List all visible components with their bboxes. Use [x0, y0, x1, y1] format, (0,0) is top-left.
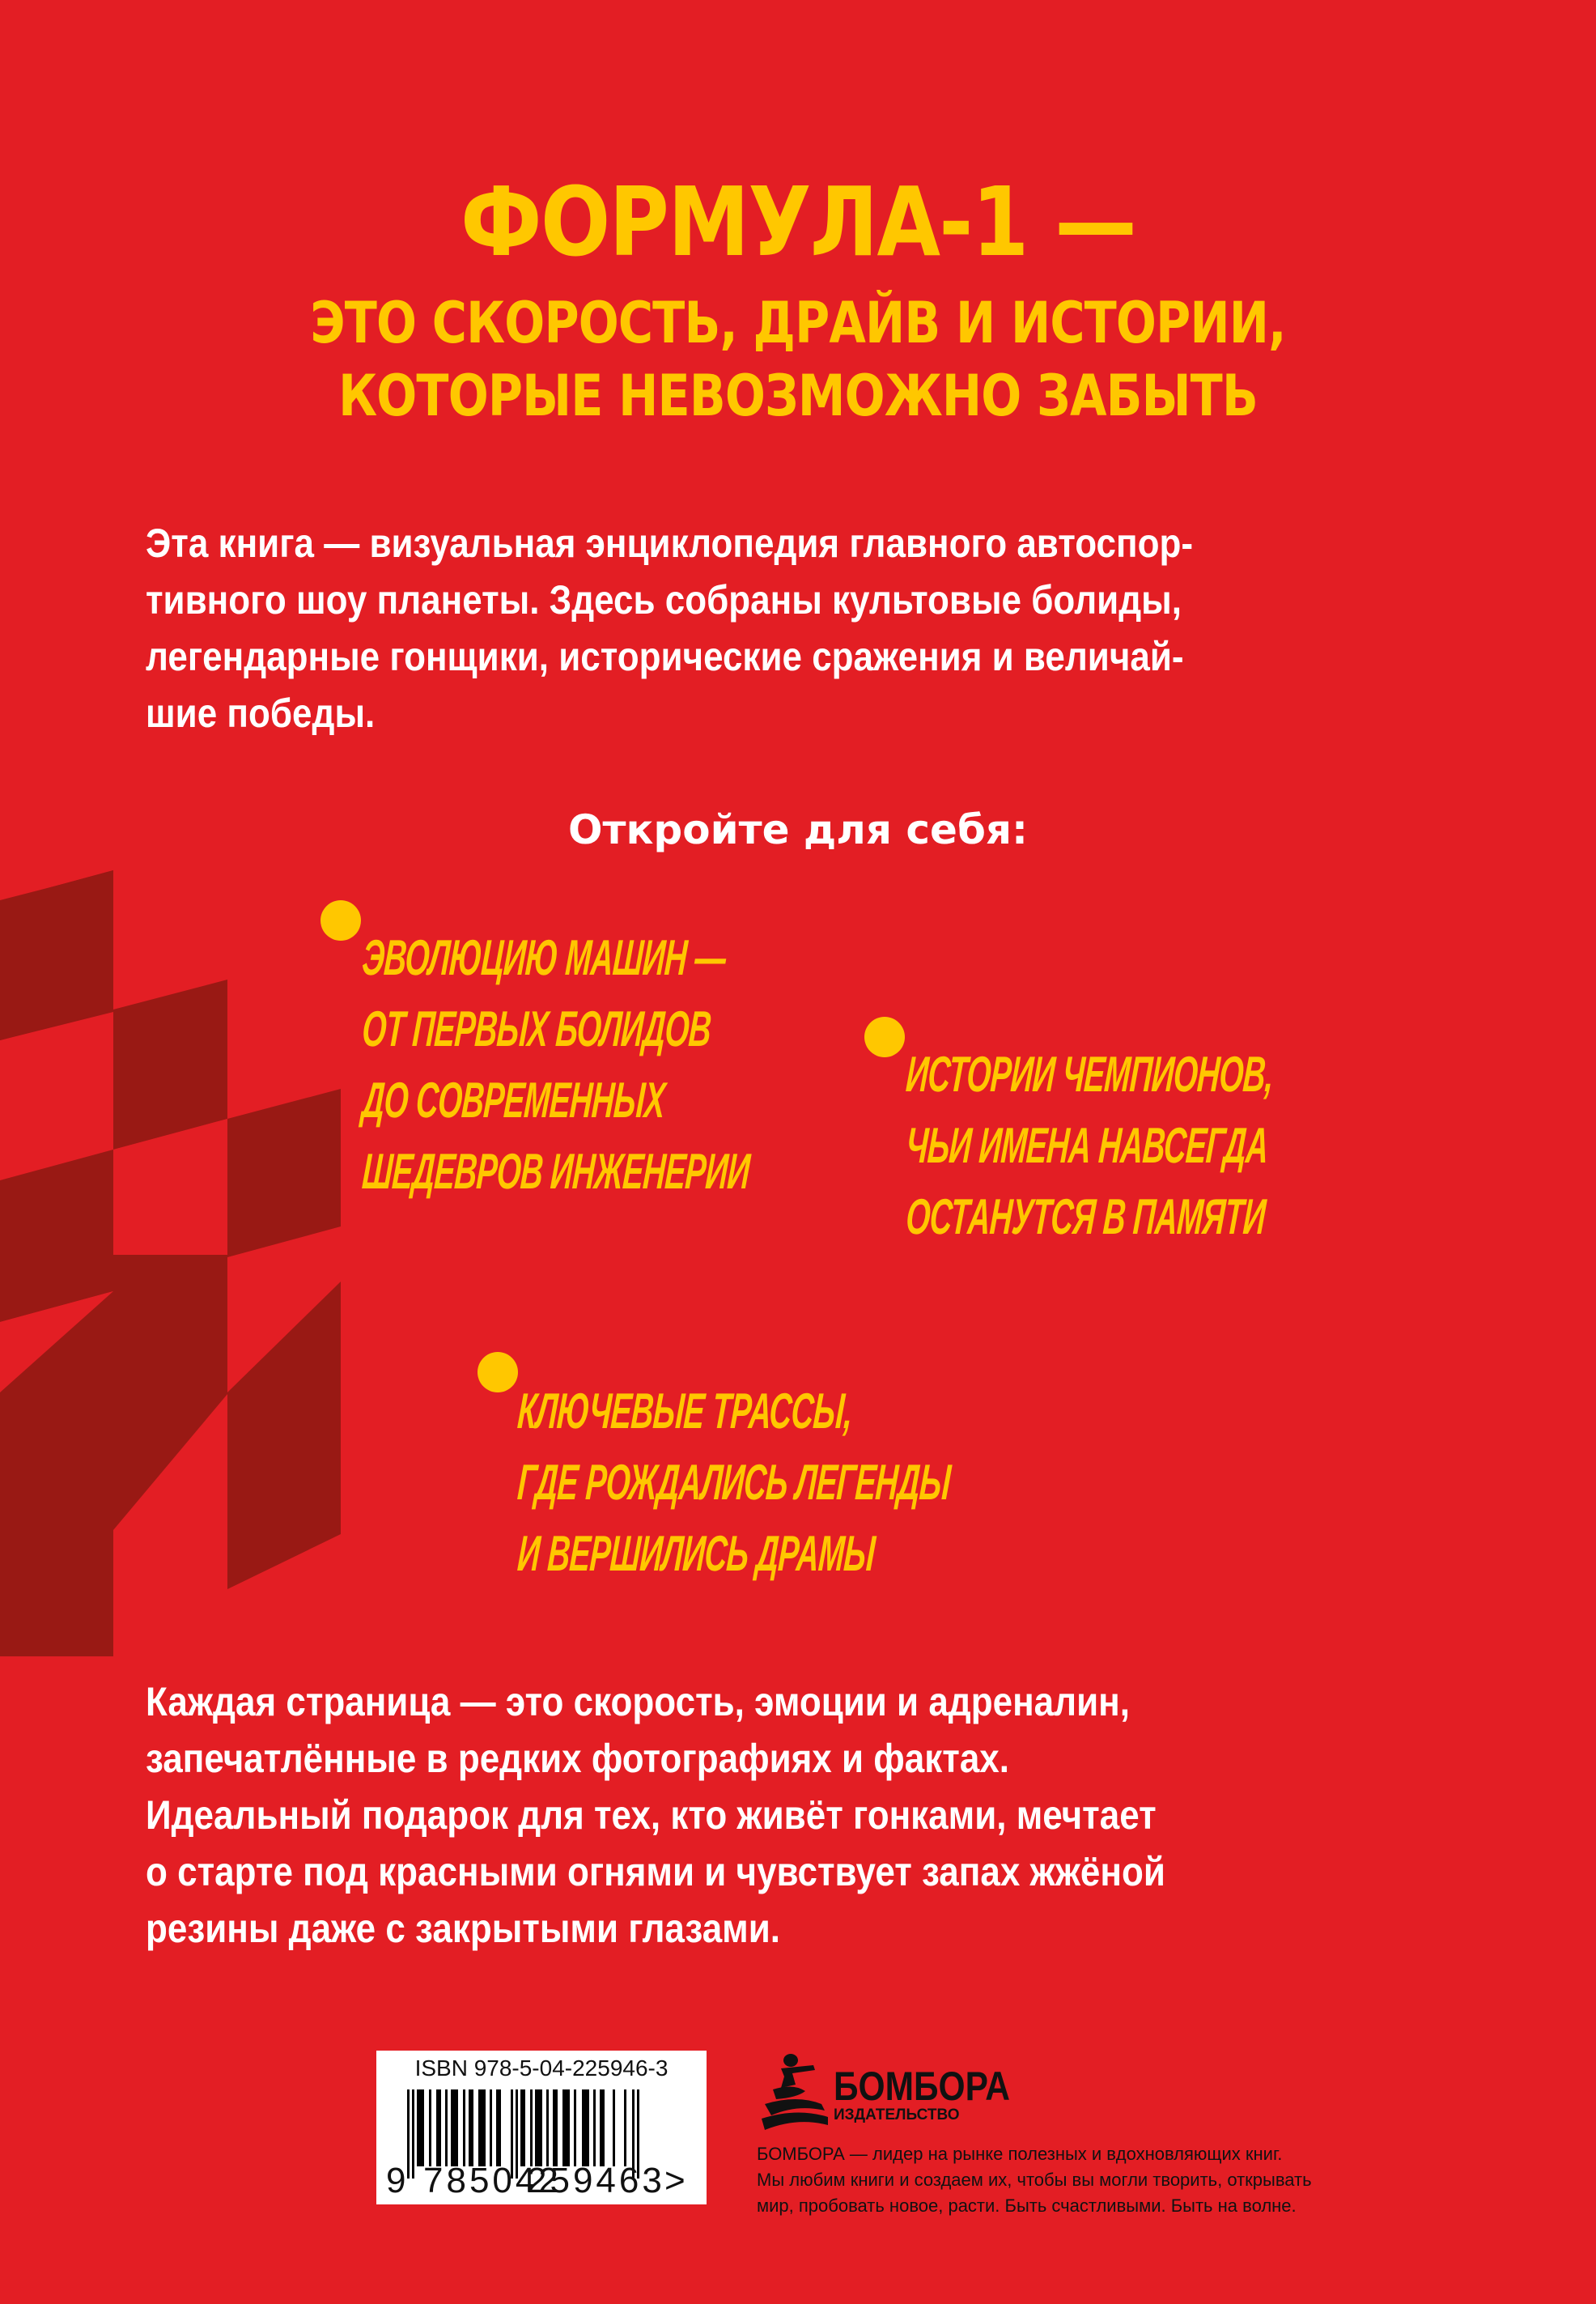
bullet-line: КЛЮЧЕВЫЕ ТРАССЫ,: [516, 1384, 855, 1439]
bullet-line: ГДЕ РОЖДАЛИСЬ ЛЕГЕНДЫ: [516, 1455, 953, 1511]
publisher-description-line: БОМБОРА — лидер на рынке полезных и вдохновляющих книг.: [757, 2144, 1283, 2164]
closing-line: резины даже с закрытыми глазами.: [146, 1906, 781, 1951]
bullet-dot-icon: [478, 1352, 518, 1392]
headline-title: ФОРМУЛА-1 —: [461, 166, 1135, 278]
closing-line: запечатлённые в редких фотографиях и фактах.: [146, 1736, 1009, 1781]
bullet-dot-icon: [320, 900, 361, 941]
bullet-dot-icon: [864, 1017, 905, 1057]
discover-label: Откройте для себя:: [568, 806, 1028, 853]
intro-line: шие победы.: [146, 691, 376, 736]
intro-line: легендарные гонщики, исторические сражения и величай-: [146, 634, 1184, 679]
bullet-line: ОТ ПЕРВЫХ БОЛИДОВ: [360, 1001, 713, 1057]
headline-subtitle-line2: КОТОРЫЕ НЕВОЗМОЖНО ЗАБЫТЬ: [338, 363, 1258, 429]
closing-line: Каждая страница — это скорость, эмоции и адреналин,: [146, 1679, 1130, 1724]
bullet-line: ЧЬИ ИМЕНА НАВСЕГДА: [904, 1118, 1270, 1174]
isbn-digit-first: 9: [386, 2161, 406, 2200]
bullet-line: ДО СОВРЕМЕННЫХ: [360, 1073, 667, 1129]
publisher-subtitle: ИЗДАТЕЛЬСТВО: [834, 2106, 960, 2123]
bullet-line: ЭВОЛЮЦИЮ МАШИН —: [360, 930, 728, 986]
intro-line: тивного шоу планеты. Здесь собраны культовые болиды,: [146, 577, 1182, 623]
closing-line: Идеальный подарок для тех, кто живёт гонками, мечтает: [146, 1792, 1157, 1838]
publisher-description-line: Мы любим книги и создаем их, чтобы вы могли творить, открывать: [757, 2170, 1312, 2190]
headline-subtitle-line1: ЭТО СКОРОСТЬ, ДРАЙВ И ИСТОРИИ,: [310, 290, 1286, 356]
bullet-line: И ВЕРШИЛИСЬ ДРАМЫ: [516, 1526, 877, 1582]
isbn-barcode: [376, 2051, 707, 2204]
publisher-description-line: мир, пробовать новое, расти. Быть счастливыми. Быть на волне.: [757, 2196, 1297, 2216]
bullet-line: ОСТАНУТСЯ В ПАМЯТИ: [904, 1189, 1267, 1245]
isbn-digits-left: 785042: [423, 2161, 562, 2200]
surfer-on-wave-logo-icon: [757, 2052, 830, 2133]
closing-line: о старте под красными огнями и чувствует запах жжёной: [146, 1849, 1165, 1894]
bullet-line: ИСТОРИИ ЧЕМПИОНОВ,: [904, 1047, 1276, 1103]
publisher-name: БОМБОРА: [834, 2064, 1010, 2109]
isbn-number: ISBN 978-5-04-225946-3: [414, 2055, 669, 2081]
isbn-end-mark: >: [664, 2161, 686, 2200]
intro-line: Эта книга — визуальная энциклопедия главного автоспор-: [146, 521, 1193, 566]
bullet-line: ШЕДЕВРОВ ИНЖЕНЕРИИ: [360, 1144, 752, 1200]
isbn-digits-right: 259463: [527, 2161, 665, 2200]
